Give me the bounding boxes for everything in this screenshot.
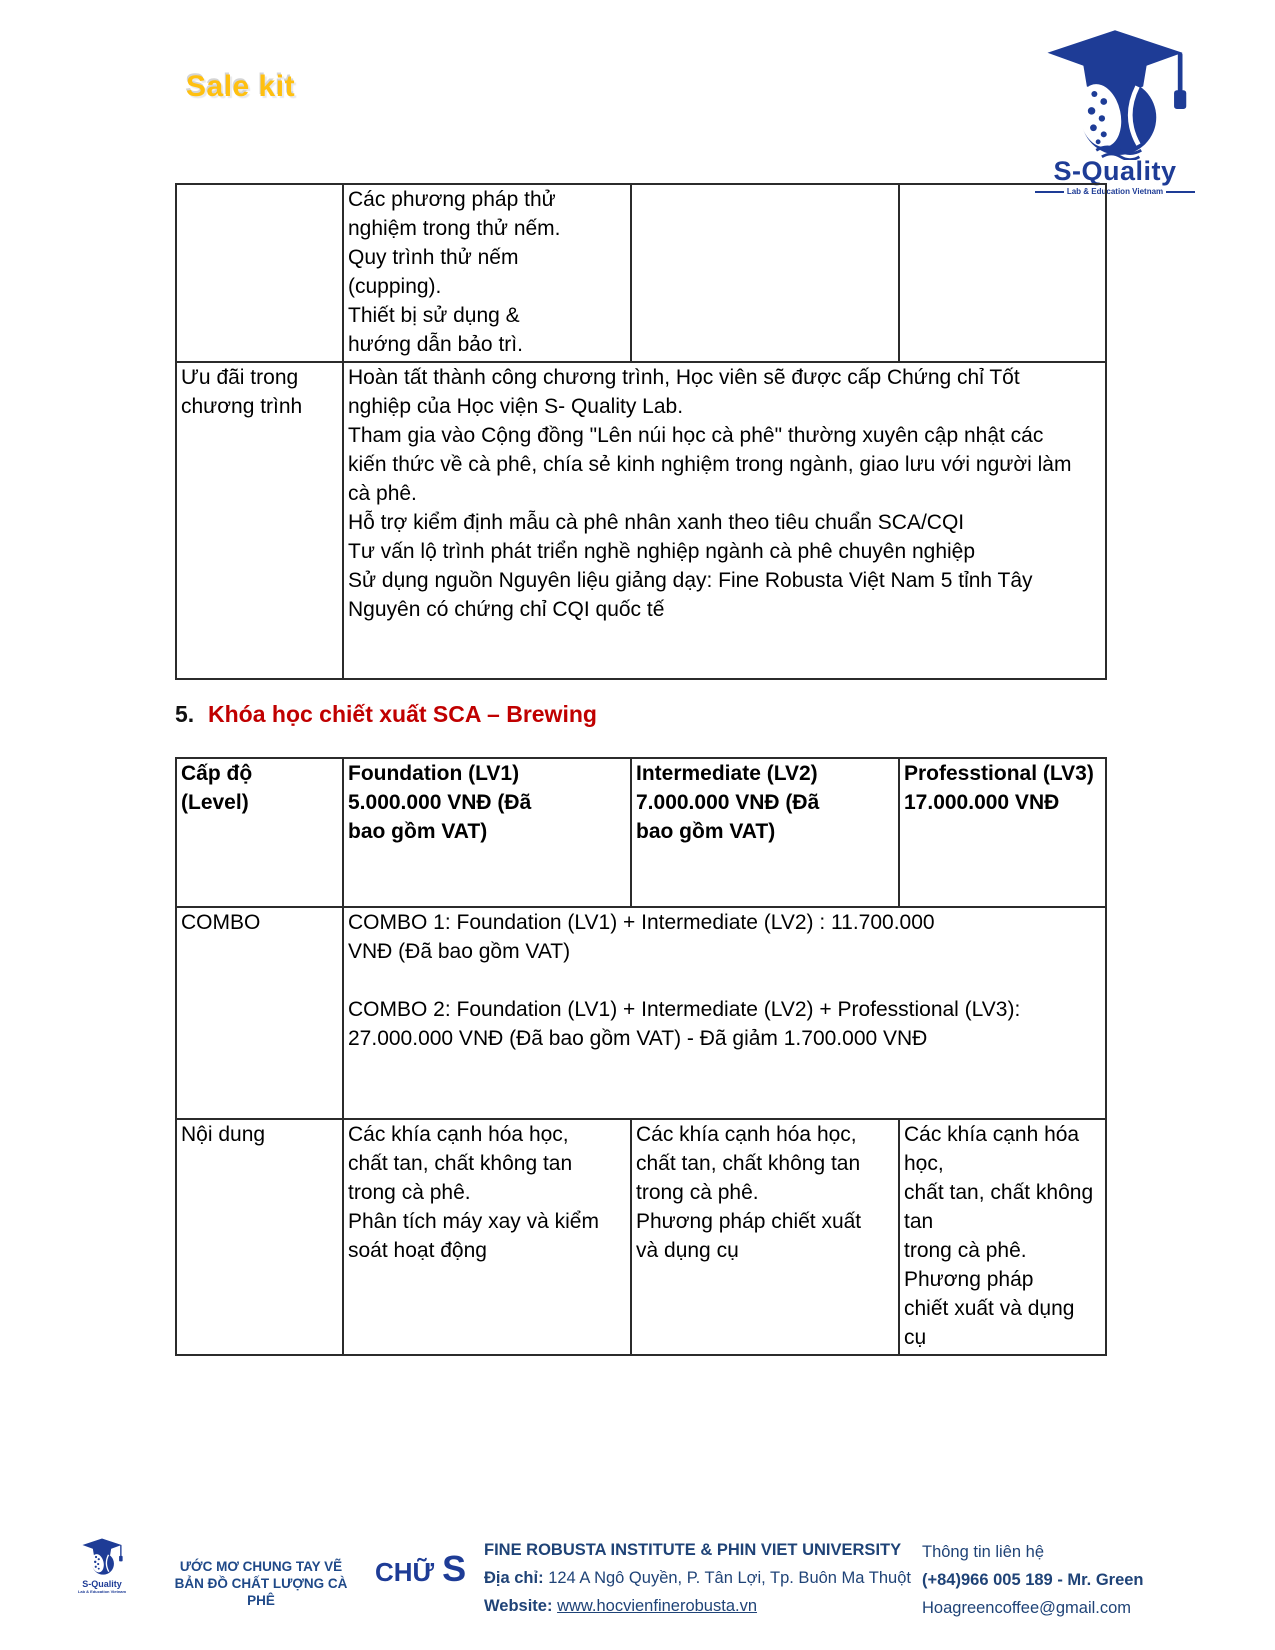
section-title: Khóa học chiết xuất SCA – Brewing [208, 701, 597, 727]
cell-content-label: Nội dung [176, 1119, 343, 1355]
divider [1166, 191, 1195, 193]
chu-text: CHỮ [375, 1557, 435, 1587]
cell-content-foundation: Các khía cạnh hóa học, chất tan, chất không tan trong cà phê. Phân tích máy xay và kiểm soát hoạt động [343, 1119, 631, 1355]
footer-logo [76, 1538, 128, 1594]
cell-combo-content: COMBO 1: Foundation (LV1) + Intermediate (LV2) : 11.700.000 VNĐ (Đã bao gồm VAT) COMBO 2: Foundation (LV1) + Intermediate (LV2) + Professtional (LV3): 27.000.000 VNĐ (Đã bao gồm VAT) - Đã giảm 1.700.000 VNĐ [343, 907, 1106, 1119]
cell-level-header: Cấp độ (Level) [176, 758, 343, 907]
footer-logo-subtitle: Lab & Education Vietnam [77, 1589, 127, 1594]
cell-empty [176, 184, 343, 362]
graduation-cap-coffee-icon [80, 1538, 124, 1576]
cell-content-intermediate: Các khía cạnh hóa học, chất tan, chất không tan trong cà phê. Phương pháp chiết xuất và dụng cụ [631, 1119, 899, 1355]
logo-title: S-Quality [1053, 156, 1177, 186]
table-row [176, 362, 1106, 679]
footer-logo-title: S-Quality [82, 1579, 122, 1589]
footer-contact-block [922, 1538, 1144, 1622]
s-quality-logo [1035, 28, 1195, 196]
cell-benefits-content: Hoàn tất thành công chương trình, Học viên sẽ được cấp Chứng chỉ Tốt nghiệp của Học viện S- Quality Lab. Tham gia vào Cộng đồng "Lên núi học cà phê" thường xuyên cập nhật các kiến thức về cà phê, chía sẻ kinh nghiệm trong ngành, giao lưu với người làm cà phê. Hỗ trợ kiểm định mẫu cà phê nhân xanh theo tiêu chuẩn SCA/CQI Tư vấn lộ trình phát triển nghề nghiệp ngành cà phê chuyên nghiệp Sử dụng nguồn Nguyên liệu giảng dạy: Fine Robusta Việt Nam 5 tỉnh Tây Nguyên có chứng chỉ CQI quốc tế [343, 362, 1106, 679]
cell-content-professtional: Các khía cạnh hóa học, chất tan, chất không tan trong cà phê. Phương pháp chiết xuất và dụng cụ [899, 1119, 1106, 1355]
logo-subtitle: Lab & Education Vietnam [1066, 187, 1164, 196]
contact-phone: (+84)966 005 189 - Mr. Green [922, 1571, 1144, 1589]
contact-title: Thông tin liên hệ [922, 1543, 1045, 1561]
footer-tagline: ƯỚC MƠ CHUNG TAY VẼ BẢN ĐỒ CHẤT LƯỢNG CÀ PHÊ [174, 1559, 348, 1608]
table-row [176, 184, 1106, 362]
website-label: Website: [484, 1597, 553, 1615]
cell-test-methods: Các phương pháp thử nghiệm trong thử nếm. Quy trình thử nếm (cupping). Thiết bị sử dụng & hướng dẫn bảo trì. [343, 184, 631, 362]
sale-kit-label: Sale kit [186, 70, 296, 103]
address-value: 124 A Ngô Quyền, P. Tân Lợi, Tp. Buôn Ma Thuột [543, 1569, 911, 1587]
institute-name: FINE ROBUSTA INSTITUTE & PHIN VIET UNIVERSITY [484, 1541, 902, 1559]
website-line [484, 1592, 914, 1620]
contact-email: Hoagreencoffee@gmail.com [922, 1599, 1132, 1617]
address-line [484, 1564, 914, 1592]
graduation-cap-coffee-icon [1040, 28, 1190, 160]
cell-empty [631, 184, 899, 362]
cell-intermediate-header: Intermediate (LV2) 7.000.000 VNĐ (Đã bao gồm VAT) [631, 758, 899, 907]
table-row-combo [176, 907, 1106, 1119]
cell-benefits-label: Ưu đãi trong chương trình [176, 362, 343, 679]
cupping-course-table [175, 183, 1107, 680]
cell-combo-label: COMBO [176, 907, 343, 1119]
section-number: 5. [175, 701, 195, 727]
website-link[interactable]: www.hocvienfinerobusta.vn [557, 1597, 758, 1615]
cell-empty [899, 184, 1106, 362]
address-label: Địa chỉ: [484, 1569, 544, 1587]
section-heading [175, 701, 597, 728]
cell-professtional-header: Professtional (LV3) 17.000.000 VNĐ [899, 758, 1106, 907]
footer-institute-block [484, 1536, 914, 1620]
cell-foundation-header: Foundation (LV1) 5.000.000 VNĐ (Đã bao gồm VAT) [343, 758, 631, 907]
table-header-row [176, 758, 1106, 907]
s-text: S [442, 1548, 467, 1589]
brewing-course-table [175, 757, 1107, 1356]
table-row-content [176, 1119, 1106, 1355]
chu-s-mark [375, 1548, 466, 1590]
